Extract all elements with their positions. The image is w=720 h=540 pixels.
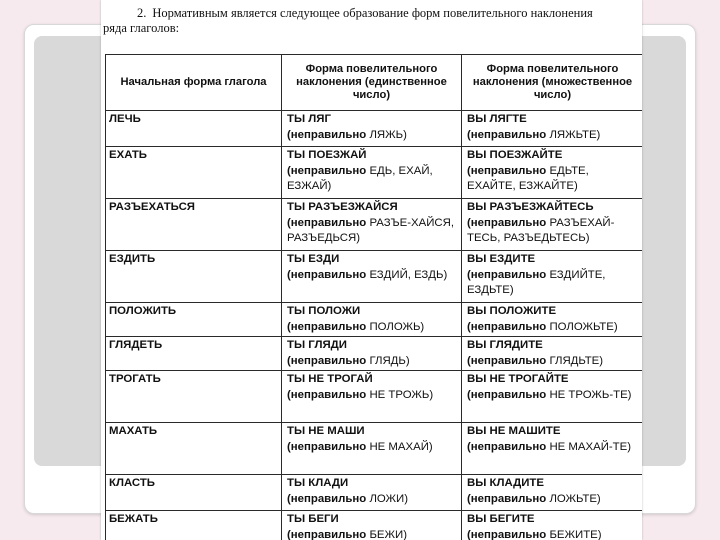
plural-form: ВЫ ПОЛОЖИТЕ (467, 305, 557, 317)
singular-incorrect-note (287, 165, 433, 193)
plural-form-cell (462, 337, 643, 371)
incorrect-forms: БЕЖИТЕ) (549, 528, 602, 540)
plural-incorrect-note (467, 529, 602, 540)
incorrect-label: (неправильно (467, 440, 547, 453)
verb-infinitive: ТРОГАТЬ (106, 371, 282, 423)
singular-incorrect-note (287, 529, 407, 540)
scanned-document (101, 0, 642, 540)
plural-incorrect-note (467, 493, 601, 505)
plural-form: ВЫ ГЛЯДИТЕ (467, 339, 543, 351)
incorrect-label: (неправильно (287, 268, 367, 281)
plural-form-cell (462, 111, 643, 147)
intro-line-1: Нормативным является следующее образование форм повелительного наклонения (152, 6, 593, 20)
incorrect-label: (неправильно (467, 388, 547, 401)
incorrect-forms: ЛОЖИ) (369, 492, 409, 505)
incorrect-forms: РАЗЪЕ-ХАЙСЯ, РАЗЪЕДЬСЯ) (287, 216, 455, 244)
verb-infinitive: БЕЖАТЬ (106, 511, 282, 540)
incorrect-label: (неправильно (287, 216, 367, 229)
verb-infinitive: РАЗЪЕХАТЬСЯ (106, 199, 282, 251)
header-initial-form: Начальная форма глагола (106, 55, 282, 111)
table-row (106, 511, 643, 540)
plural-form-cell (462, 423, 643, 475)
incorrect-label: (неправильно (467, 320, 547, 333)
singular-form-cell (282, 147, 462, 199)
singular-form-cell (282, 423, 462, 475)
singular-incorrect-note (287, 389, 433, 401)
incorrect-label: (неправильно (467, 164, 547, 177)
incorrect-forms: ЛЯЖЬТЕ) (549, 128, 601, 141)
incorrect-label: (неправильно (467, 492, 547, 505)
imperative-forms-table (105, 54, 642, 540)
singular-form-cell (282, 337, 462, 371)
plural-form-cell (462, 199, 643, 251)
plural-incorrect-note (467, 389, 631, 401)
incorrect-label: (неправильно (287, 440, 367, 453)
plural-form: ВЫ ПОЕЗЖАЙТЕ (467, 149, 563, 161)
singular-incorrect-note (287, 217, 454, 245)
singular-form: ТЫ НЕ МАШИ (287, 425, 365, 437)
header-plural: Форма повелительного наклонения (множественное число) (462, 55, 643, 111)
incorrect-label: (неправильно (287, 528, 367, 540)
plural-form: ВЫ НЕ МАШИТЕ (467, 425, 561, 437)
incorrect-forms: ПОЛОЖЬТЕ) (549, 320, 618, 333)
table-row (106, 337, 643, 371)
singular-form: ТЫ РАЗЪЕЗЖАЙСЯ (287, 201, 398, 213)
plural-form-cell (462, 147, 643, 199)
incorrect-label: (неправильно (467, 528, 547, 540)
plural-form: ВЫ КЛАДИТЕ (467, 477, 544, 489)
incorrect-forms: ЛЯЖЬ) (369, 128, 407, 141)
singular-form: ТЫ НЕ ТРОГАЙ (287, 373, 373, 385)
singular-form-cell (282, 371, 462, 423)
incorrect-forms: НЕ МАХАЙ-ТЕ) (549, 440, 632, 453)
singular-form: ТЫ БЕГИ (287, 513, 339, 525)
incorrect-label: (неправильно (467, 354, 547, 367)
plural-form-cell (462, 511, 643, 540)
intro-line-2: ряда глаголов: (103, 21, 180, 35)
plural-form-cell (462, 303, 643, 337)
incorrect-forms: ГЛЯДЬТЕ) (549, 354, 604, 367)
singular-incorrect-note (287, 321, 424, 333)
verb-infinitive: КЛАСТЬ (106, 475, 282, 511)
incorrect-label: (неправильно (287, 354, 367, 367)
incorrect-label: (неправильно (287, 388, 367, 401)
incorrect-label: (неправильно (287, 320, 367, 333)
table-header-row (106, 55, 643, 111)
plural-incorrect-note (467, 269, 605, 297)
incorrect-forms: ЕЗДИЙТЕ, ЕЗДЬТЕ) (467, 268, 606, 296)
singular-form: ТЫ ЛЯГ (287, 113, 331, 125)
table-row (106, 475, 643, 511)
singular-form-cell (282, 199, 462, 251)
table-row (106, 251, 643, 303)
table-row (106, 199, 643, 251)
incorrect-forms: НЕ МАХАЙ) (369, 440, 433, 453)
singular-form: ТЫ ГЛЯДИ (287, 339, 347, 351)
singular-incorrect-note (287, 493, 408, 505)
verb-infinitive: ЕХАТЬ (106, 147, 282, 199)
incorrect-forms: БЕЖИ) (369, 528, 408, 540)
verb-infinitive: МАХАТЬ (106, 423, 282, 475)
header-singular: Форма повелительного наклонения (единственное число) (282, 55, 462, 111)
incorrect-label: (неправильно (287, 492, 367, 505)
plural-incorrect-note (467, 217, 614, 245)
singular-form: ТЫ ЕЗДИ (287, 253, 340, 265)
singular-incorrect-note (287, 269, 447, 281)
table-row (106, 423, 643, 475)
plural-form: ВЫ РАЗЪЕЗЖАЙТЕСЬ (467, 201, 594, 213)
incorrect-forms: ЕЗДИЙ, ЕЗДЬ) (369, 268, 448, 281)
incorrect-label: (неправильно (467, 268, 547, 281)
verb-infinitive: ГЛЯДЕТЬ (106, 337, 282, 371)
plural-form: ВЫ ЕЗДИТЕ (467, 253, 536, 265)
incorrect-forms: НЕ ТРОЖЬ-ТЕ) (549, 388, 632, 401)
incorrect-forms: РАЗЪЕХАЙ-ТЕСЬ, РАЗЪЕДЬТЕСЬ) (467, 216, 615, 244)
table-row (106, 147, 643, 199)
table-row (106, 303, 643, 337)
plural-incorrect-note (467, 165, 589, 193)
singular-form-cell (282, 251, 462, 303)
incorrect-label: (неправильно (467, 216, 547, 229)
incorrect-label: (неправильно (287, 164, 367, 177)
singular-incorrect-note (287, 441, 433, 453)
item-number: 2. (137, 6, 147, 20)
plural-incorrect-note (467, 355, 603, 367)
verb-infinitive: ЛЕЧЬ (106, 111, 282, 147)
singular-form: ТЫ КЛАДИ (287, 477, 349, 489)
singular-form-cell (282, 303, 462, 337)
table-row (106, 111, 643, 147)
plural-form-cell (462, 371, 643, 423)
singular-form-cell (282, 511, 462, 540)
singular-form-cell (282, 475, 462, 511)
incorrect-label: (неправильно (467, 128, 547, 141)
verb-infinitive: ПОЛОЖИТЬ (106, 303, 282, 337)
verb-infinitive: ЕЗДИТЬ (106, 251, 282, 303)
incorrect-forms: ЕДЬТЕ, ЕХАЙТЕ, ЕЗЖАЙТЕ) (467, 164, 589, 192)
singular-incorrect-note (287, 355, 410, 367)
plural-form: ВЫ БЕГИТЕ (467, 513, 535, 525)
table-row (106, 371, 643, 423)
plural-incorrect-note (467, 129, 600, 141)
plural-incorrect-note (467, 321, 618, 333)
incorrect-forms: ПОЛОЖЬ) (369, 320, 425, 333)
incorrect-forms: ЕДЬ, ЕХАЙ, ЕЗЖАЙ) (287, 164, 433, 192)
plural-form: ВЫ НЕ ТРОГАЙТЕ (467, 373, 569, 385)
plural-form-cell (462, 251, 643, 303)
singular-form: ТЫ ПОЛОЖИ (287, 305, 361, 317)
incorrect-label: (неправильно (287, 128, 367, 141)
incorrect-forms: ЛОЖЬТЕ) (549, 492, 601, 505)
plural-incorrect-note (467, 441, 631, 453)
singular-form-cell (282, 111, 462, 147)
singular-form: ТЫ ПОЕЗЖАЙ (287, 149, 367, 161)
incorrect-forms: НЕ ТРОЖЬ) (369, 388, 434, 401)
incorrect-forms: ГЛЯДЬ) (369, 354, 410, 367)
plural-form: ВЫ ЛЯГТЕ (467, 113, 527, 125)
intro-text (103, 6, 642, 36)
plural-form-cell (462, 475, 643, 511)
singular-incorrect-note (287, 129, 407, 141)
